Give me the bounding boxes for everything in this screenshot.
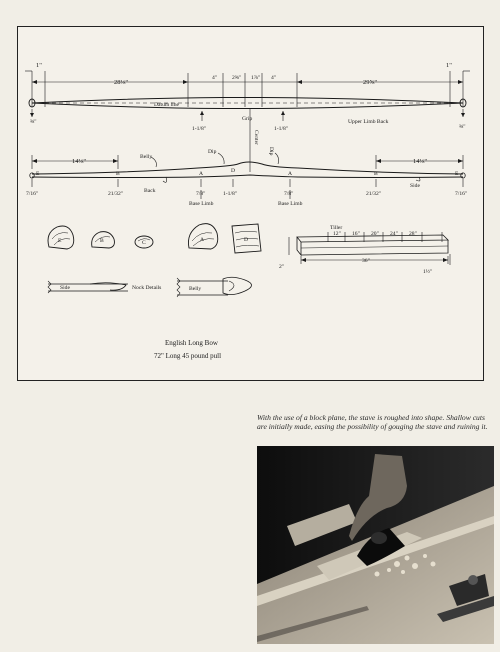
dim-lower-limb-length: 28⅛"	[114, 79, 129, 86]
datum-line-label: Datum line	[154, 102, 180, 108]
diagram-title: English Long Bow	[165, 339, 218, 347]
thickness-center: 1-1/8"	[223, 191, 238, 197]
back-label: Back	[144, 188, 156, 194]
tiller-height: 2"	[279, 264, 285, 270]
dim-grip-right: 4"	[271, 75, 277, 81]
nock-width-right: ⅜"	[459, 124, 466, 130]
tiller-mark-20: 20"	[371, 231, 379, 237]
block-plane-photo	[257, 446, 494, 644]
dim-left-tip: 1"	[36, 62, 42, 69]
section-c: C	[142, 240, 146, 246]
section-d: D	[244, 237, 249, 243]
tiller-mark-24: 24"	[390, 231, 398, 237]
nock-side-label: Side	[60, 285, 70, 291]
tiller-mark-28: 28"	[409, 231, 417, 237]
dim-grip-a: 2⅝"	[232, 75, 242, 81]
dim-grip-b: 1⅞"	[251, 75, 261, 81]
base-limb-right: Base Limb	[278, 201, 303, 207]
dip-right-label: Dip	[268, 147, 274, 156]
side-right-length: 14⅛"	[413, 158, 428, 165]
longbow-diagram	[18, 27, 485, 382]
upper-limb-back-label: Upper Limb Back	[348, 119, 389, 125]
station-a-right: A	[288, 171, 293, 177]
side-left-length: 14⅛"	[72, 158, 87, 165]
base-limb-left: Base Limb	[189, 201, 214, 207]
section-b: B	[100, 238, 104, 244]
station-b-left: B	[116, 171, 120, 177]
tiller-label: Tiller	[330, 225, 343, 231]
station-a-left: A	[199, 171, 204, 177]
center-label: Center	[253, 130, 259, 145]
diagram-plate	[17, 26, 484, 381]
tiller-width: 1½"	[423, 269, 433, 275]
nock-width-left: ⅜"	[30, 119, 37, 125]
nock-details-label: Nock Details	[132, 285, 162, 291]
diagram-subtitle: 72" Long 45 pound pull	[154, 352, 222, 360]
limb-width-right: 1-1/8"	[274, 126, 289, 132]
nock-belly-label: Belly	[189, 286, 202, 292]
thickness-b-right: 21/32"	[366, 191, 382, 197]
station-d: D	[231, 168, 236, 174]
belly-label: Belly	[140, 154, 153, 160]
section-a: A	[200, 237, 205, 243]
thickness-b-left: 21/32"	[108, 191, 124, 197]
station-e-left: E	[36, 171, 40, 177]
thickness-a-right: 7/8"	[284, 191, 294, 197]
thickness-left-end: 7/16"	[26, 191, 39, 197]
tiller-mark-12: 12"	[333, 231, 341, 237]
dip-left-label: Dip	[208, 149, 217, 155]
grip-label: Grip	[242, 116, 253, 122]
thickness-right-end: 7/16"	[455, 191, 468, 197]
section-e: E	[58, 238, 62, 244]
tiller-length: 36"	[362, 258, 370, 264]
dim-grip-left: 4"	[212, 75, 218, 81]
tiller-mark-16: 16"	[352, 231, 360, 237]
photo-illustration	[257, 446, 494, 644]
station-b-right: B	[374, 171, 378, 177]
station-e-right: E	[455, 171, 459, 177]
side-label: Side	[410, 183, 420, 189]
photo-caption: With the use of a block plane, the stave is roughed into shape. Shallow cuts are initially made, easing the possibility of gouging the stave and ruining it.	[257, 413, 488, 432]
dim-right-tip: 1"	[446, 62, 452, 69]
limb-width-left: 1-1/8"	[192, 126, 207, 132]
thickness-a-left: 7/8"	[196, 191, 206, 197]
dim-upper-limb-length: 29⅝"	[363, 79, 378, 86]
